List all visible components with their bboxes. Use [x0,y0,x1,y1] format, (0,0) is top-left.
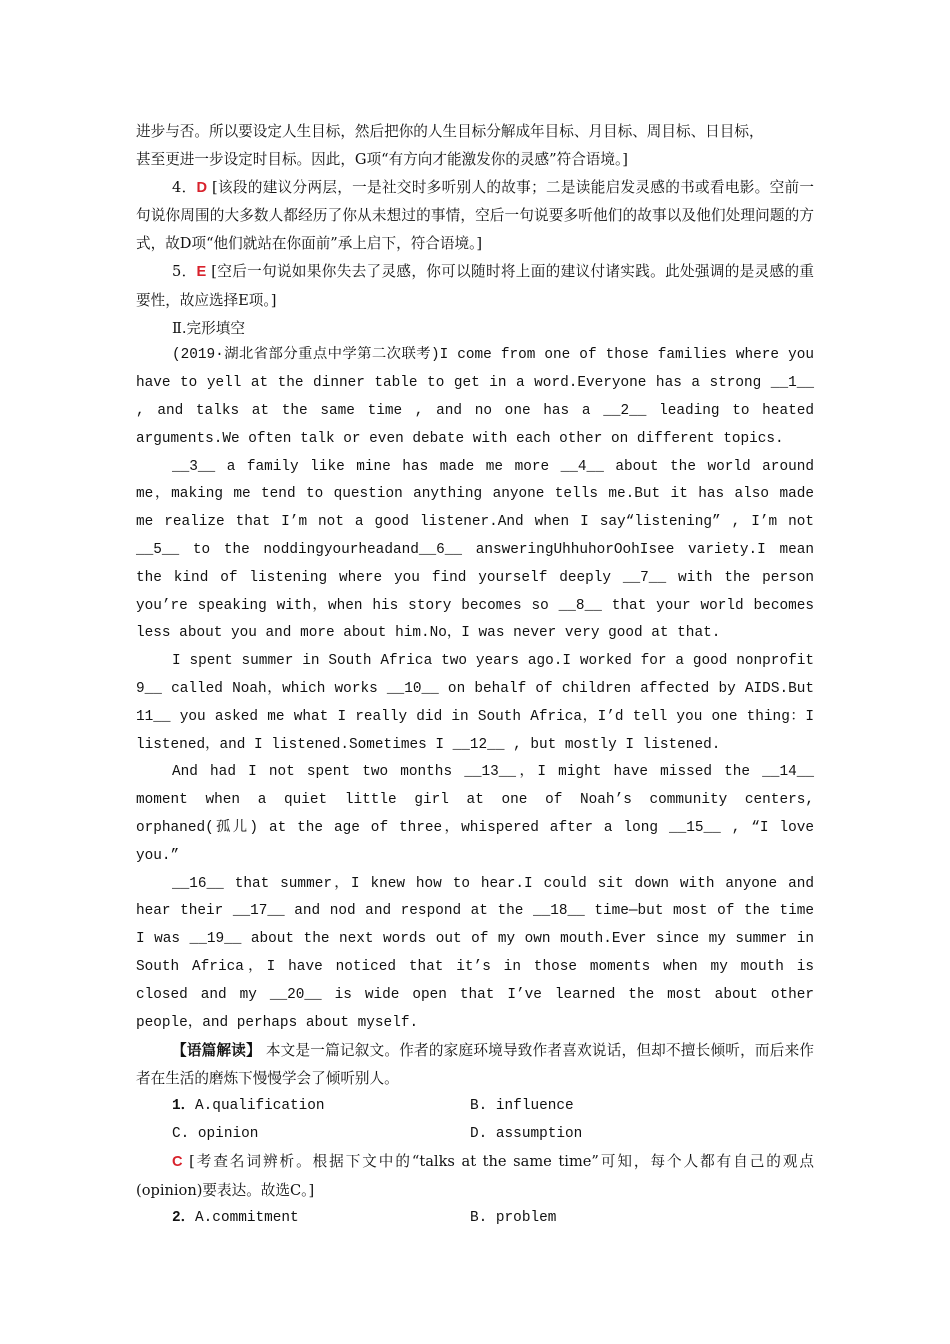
passage-analysis [136,1037,814,1093]
passage-paragraph-1: (2019·湖北省部分重点中学第二次联考)I come from one of those families where you have to yell at the dinner table to get in a word.Everyone has a strong __1__ , and talks at the same time , and no one has a __2__ leading to heated arguments.We often talk or even debate with each other on different topics. [136,347,814,447]
q4-text: [该段的建议分两层，一是社交时多听别人的故事；二是读能启发灵感的书或看电影。空前一句说你周围的大多数人都经历了你从未想过的事情，空后一句说要多听他们的故事以及他们处理问题的方式，故D项“他们就站在你面前”承上启下，符合语境。] [136,178,814,253]
para1-line1: 进步与否。所以要设定人生目标，然后把你的人生目标分解成年目标、月目标、周目标、日目标， [136,123,764,140]
q2-options-row-1 [136,1205,814,1233]
q1-options-row-2 [136,1121,814,1149]
para1-line2: 甚至更进一步设定时目标。因此，G项“有方向才能激发你的灵感”符合语境。] [136,150,628,168]
passage-paragraph-2: __3__ a family like mine has made me more __4__ about the world around me，making me tend to question anything anyone tells me.But it has also made me realize that I’m not a good listener.And when I say“listening” , I’m not __5__ to the noddingyourheadand__6__ answeringUhhuhorOohIsee variety.I mean the kind of listening where you find yourself deeply __7__ with the person you’re speaking with，when his story becomes so __8__ that your world becomes less about you and more about him.No，I was never very good at that. [136,458,814,642]
q5-explanation [136,258,814,315]
q1-option-d: D. assumption [470,1125,583,1142]
q1-option-c: C. opinion [172,1125,259,1142]
document-page [136,118,814,1233]
q4-answer: D [196,179,208,196]
analysis-text: 本文是一篇记叙文。作者的家庭环境导致作者喜欢说话，但却不擅长倾听，而后来作者在生活的磨炼下慢慢学会了倾听别人。 [136,1042,814,1088]
q1-option-b: B. influence [470,1097,574,1114]
q1-answer: C [172,1154,183,1171]
q5-text: [空后一句说如果你失去了灵感，你可以随时将上面的建议付诸实践。此处强调的是灵感的重要性，故应选择E项。] [136,262,814,309]
q4-number: 4． [172,178,197,196]
q2-option-a: 2．A.commitment [172,1210,299,1227]
q5-answer: E [196,263,207,280]
q4-explanation [136,174,814,258]
passage-paragraph-3: I spent summer in South Africa two years ago.I worked for a good nonprofit 9__ called Noah，which works __10__ on behalf of children affected by AIDS.But 11__ you asked me what I really did in South Africa，I’d tell you one thing：I listened，and I listened.Sometimes I __12__ , but mostly I listened. [136,653,814,753]
q5-number: 5． [172,262,197,280]
q1-explain-text: [考查名词辨析。根据下文中的“talks at the same time”可知，每个人都有自己的观点(opinion)要表达。故选C。] [136,1153,814,1200]
q2-option-b: B. problem [470,1210,557,1227]
q1-options-row-1 [136,1093,814,1121]
section-title: Ⅱ.完形填空 [172,319,245,337]
passage-paragraph-5: __16__ that summer，I knew how to hear.I could sit down with anyone and hear their __17__ and nod and respond at the __18__ time—but most of the time I was __19__ about the next words out of my own mouth.Ever since my summer in South Africa，I have noticed that it’s in those moments when my mouth is closed and my __20__ is wide open that I’ve learned the most about other people，and perhaps about myself. [136,875,814,1031]
q1-explanation [136,1148,814,1205]
passage-paragraph-4: And had I not spent two months __13__，I might have missed the __14__ moment when a quiet little girl at one of Noah’s community centers, orphaned(孤儿) at the age of three，whispered after a long __15__ , “I love you.” [136,764,814,864]
q1-option-a: 1．A.qualification [172,1097,325,1114]
analysis-label: 【语篇解读】 [172,1042,261,1060]
